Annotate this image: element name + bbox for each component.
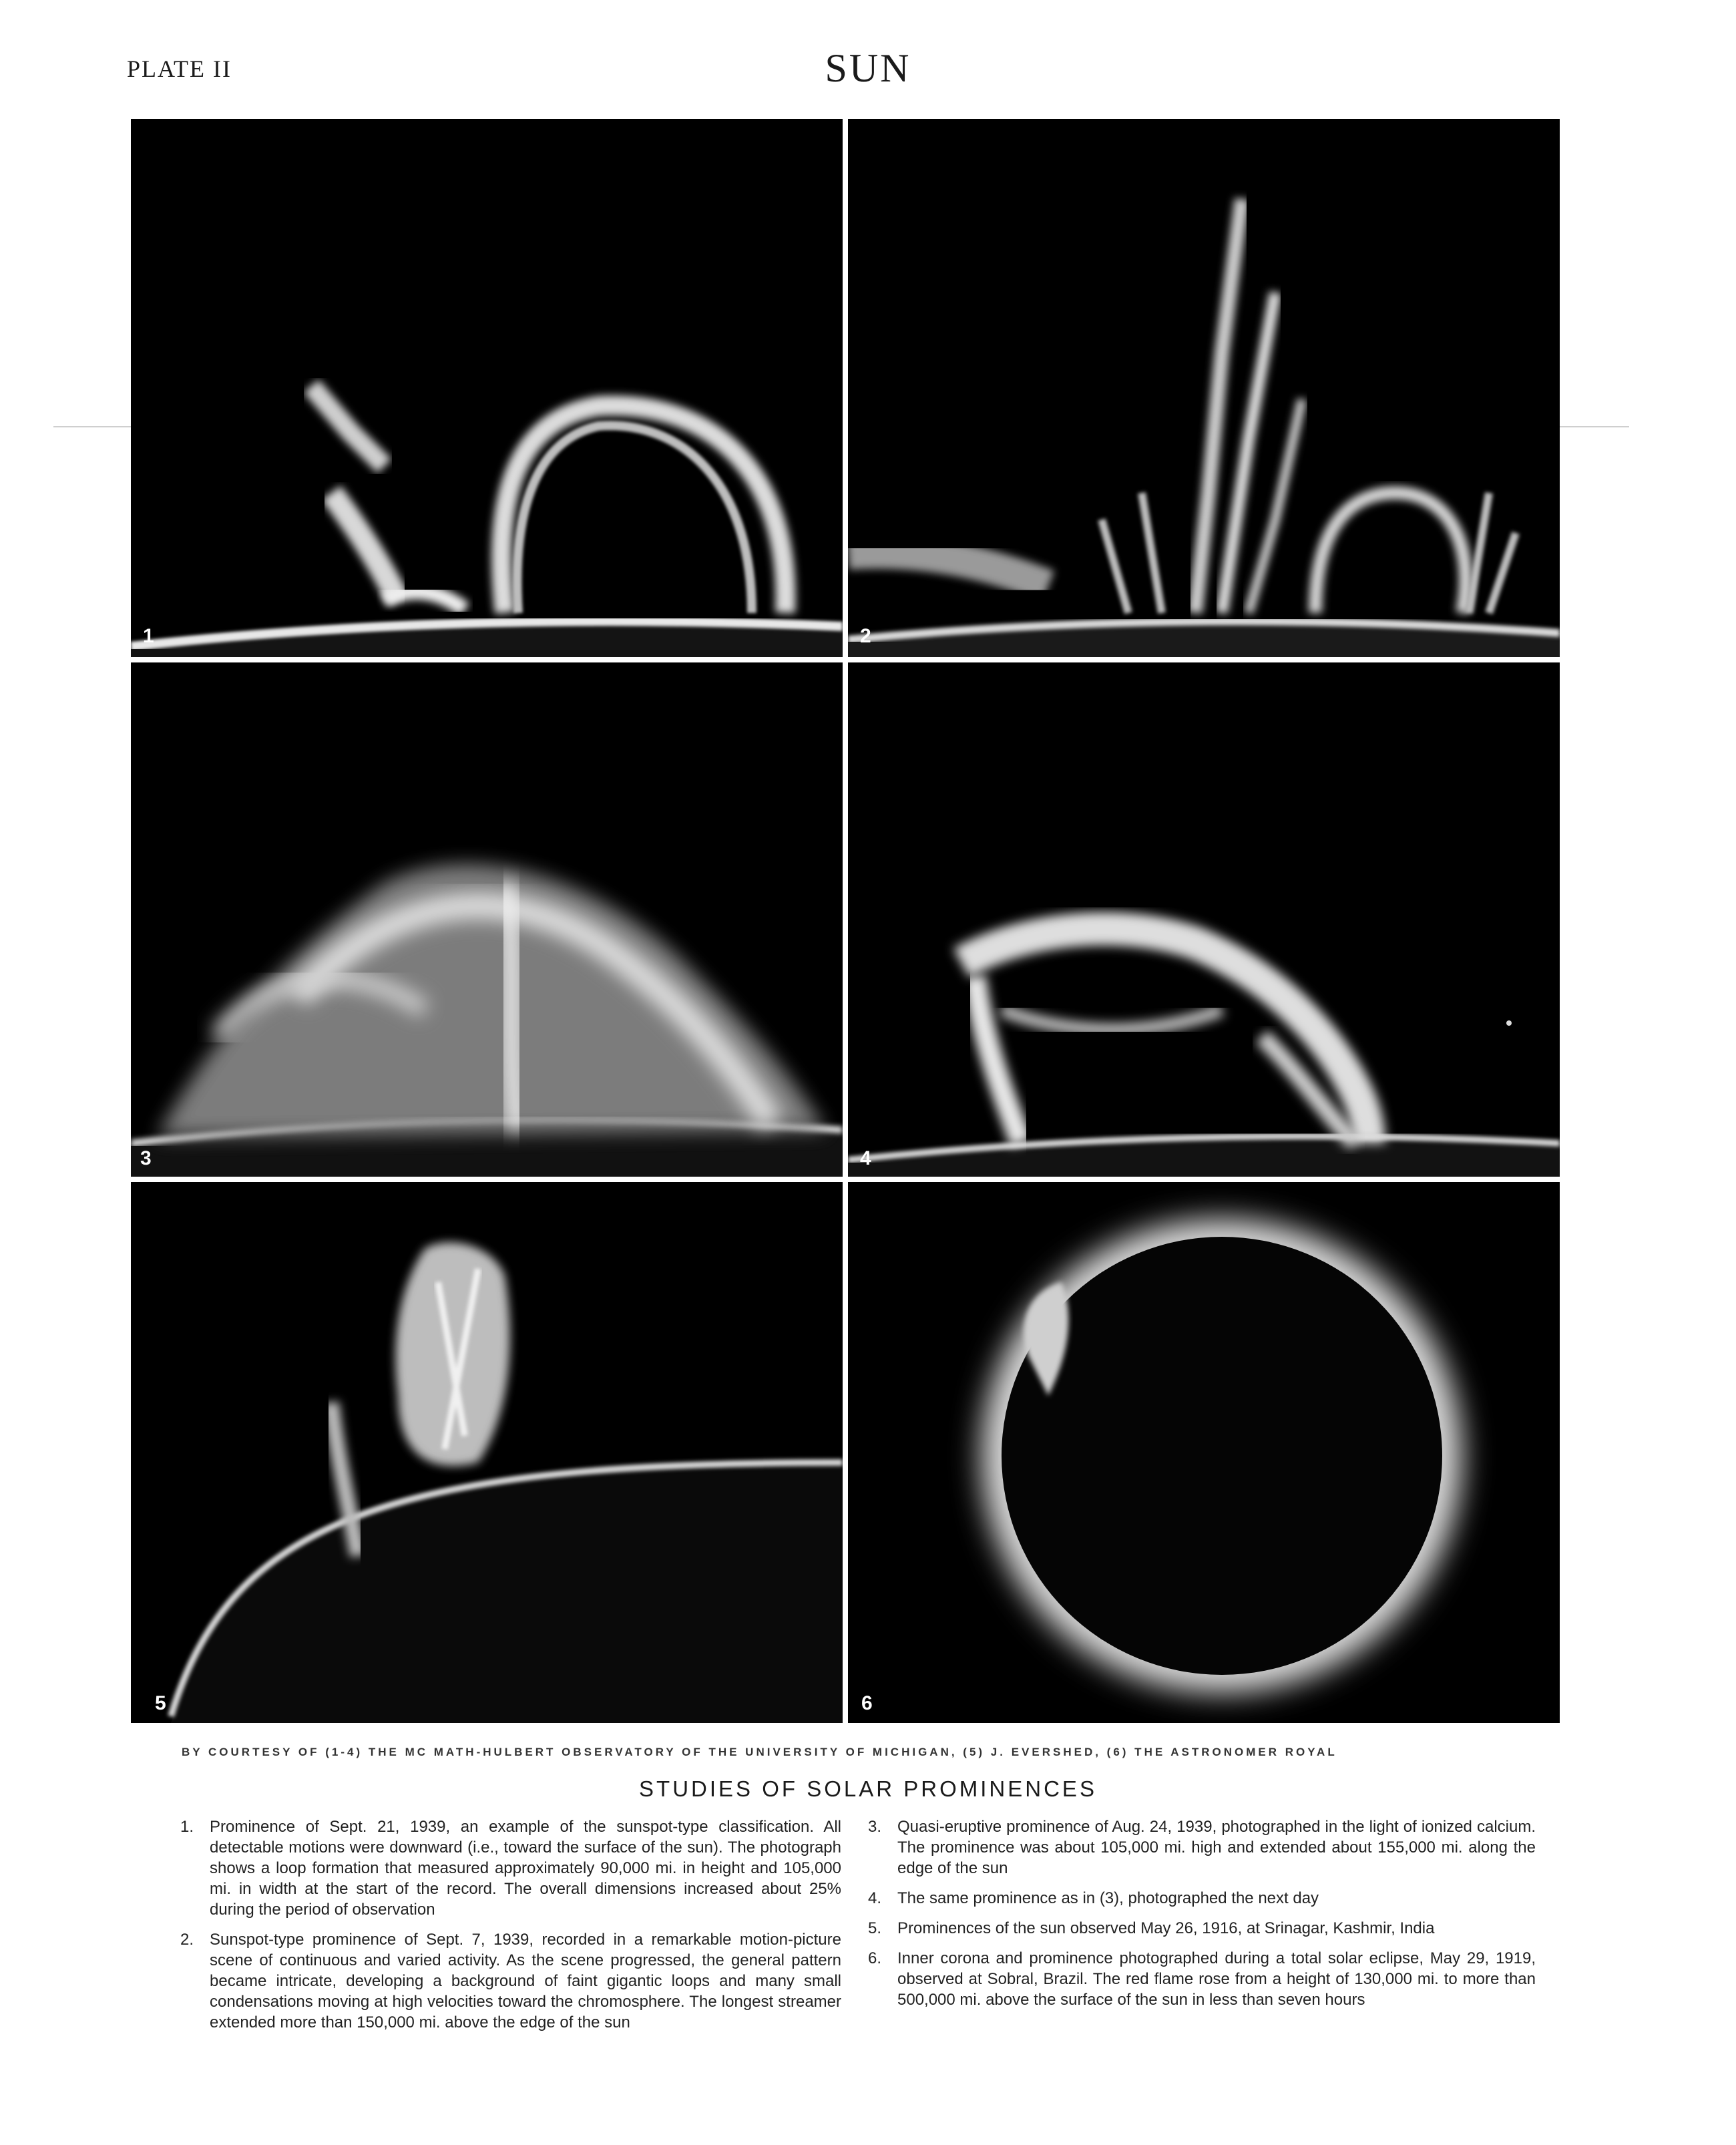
photo-grid (131, 119, 1560, 1736)
photo-panel-1 (131, 119, 843, 657)
captions-left-column (180, 1816, 841, 2042)
caption-item (868, 1918, 1536, 1939)
caption-text: Sunspot-type prominence of Sept. 7, 1939, recorded in a remarkable motion-picture scene of continuous and varied activity. As the scene progressed, the general pattern became intricate, developing a background of faint gigantic loops and many small condensations moving at high velocities toward the chromosphere. The longest streamer extended more than 150,000 mi. above the edge of the sun (210, 1931, 841, 2031)
prominence-loop-photo (131, 119, 843, 657)
panel-number-4: 4 (860, 1147, 871, 1169)
panel-number-6: 6 (861, 1692, 873, 1714)
caption-item (180, 1929, 841, 2033)
caption-text: Prominence of Sept. 21, 1939, an example of the sunspot-type classification. All detectable motions were downward (i.e., toward the surface of the sun). The photograph shows a loop formation that measured approximately 90,000 mi. in height and 105,000 mi. in width at the start of the record. The overall dimensions increased about 25% during the period of observation (210, 1818, 841, 1919)
srinagar-prominence-photo (131, 1182, 843, 1723)
caption-number: 3. (868, 1818, 882, 1836)
caption-item (868, 1948, 1536, 2010)
caption-number: 5. (868, 1919, 882, 1937)
photo-panel-6 (848, 1182, 1560, 1723)
caption-item (180, 1816, 841, 1920)
caption-item (868, 1816, 1536, 1879)
caption-item (868, 1888, 1536, 1909)
quasi-eruptive-prominence-photo (131, 662, 843, 1177)
caption-text: Prominences of the sun observed May 26, 1916, at Srinagar, Kashmir, India (897, 1919, 1435, 1937)
page-title: SUN (825, 46, 911, 90)
prominence-streamers-photo (848, 119, 1560, 657)
caption-text: Quasi-eruptive prominence of Aug. 24, 1939, photographed in the light of ionized calcium. The prominence was about 105,000 mi. high and extended about 155,000 mi. along the edge of the sun (897, 1818, 1536, 1877)
plate-label: PLATE II (127, 55, 232, 82)
caption-number: 4. (868, 1889, 882, 1907)
photo-panel-4 (848, 662, 1560, 1177)
caption-text: The same prominence as in (3), photographed the next day (897, 1889, 1319, 1907)
caption-text: Inner corona and prominence photographed during a total solar eclipse, May 29, 1919, observed at Sobral, Brazil. The red flame rose from a height of 130,000 mi. to more than 500,000 mi. above the surface of the sun in less than seven hours (897, 1949, 1536, 2009)
captions-right-column (868, 1816, 1536, 2019)
photo-panel-5 (131, 1182, 843, 1723)
photo-panel-2 (848, 119, 1560, 657)
caption-number: 6. (868, 1949, 882, 1967)
section-heading: STUDIES OF SOLAR PROMINENCES (639, 1776, 1097, 1801)
photo-credit: BY COURTESY OF (1-4) THE MC MATH-HULBERT OBSERVATORY OF THE UNIVERSITY OF MICHIGAN, (5) J. EVERSHED, (6) THE ASTRONOMER ROYAL (182, 1746, 1337, 1758)
prominence-next-day-photo (848, 662, 1560, 1177)
caption-number: 1. (180, 1818, 194, 1836)
panel-number-1: 1 (143, 625, 154, 647)
panel-number-3: 3 (140, 1147, 152, 1169)
photo-panel-3 (131, 662, 843, 1177)
eclipse-corona-photo (848, 1182, 1560, 1723)
panel-number-5: 5 (155, 1692, 166, 1714)
panel-number-2: 2 (860, 625, 871, 647)
caption-number: 2. (180, 1931, 194, 1949)
